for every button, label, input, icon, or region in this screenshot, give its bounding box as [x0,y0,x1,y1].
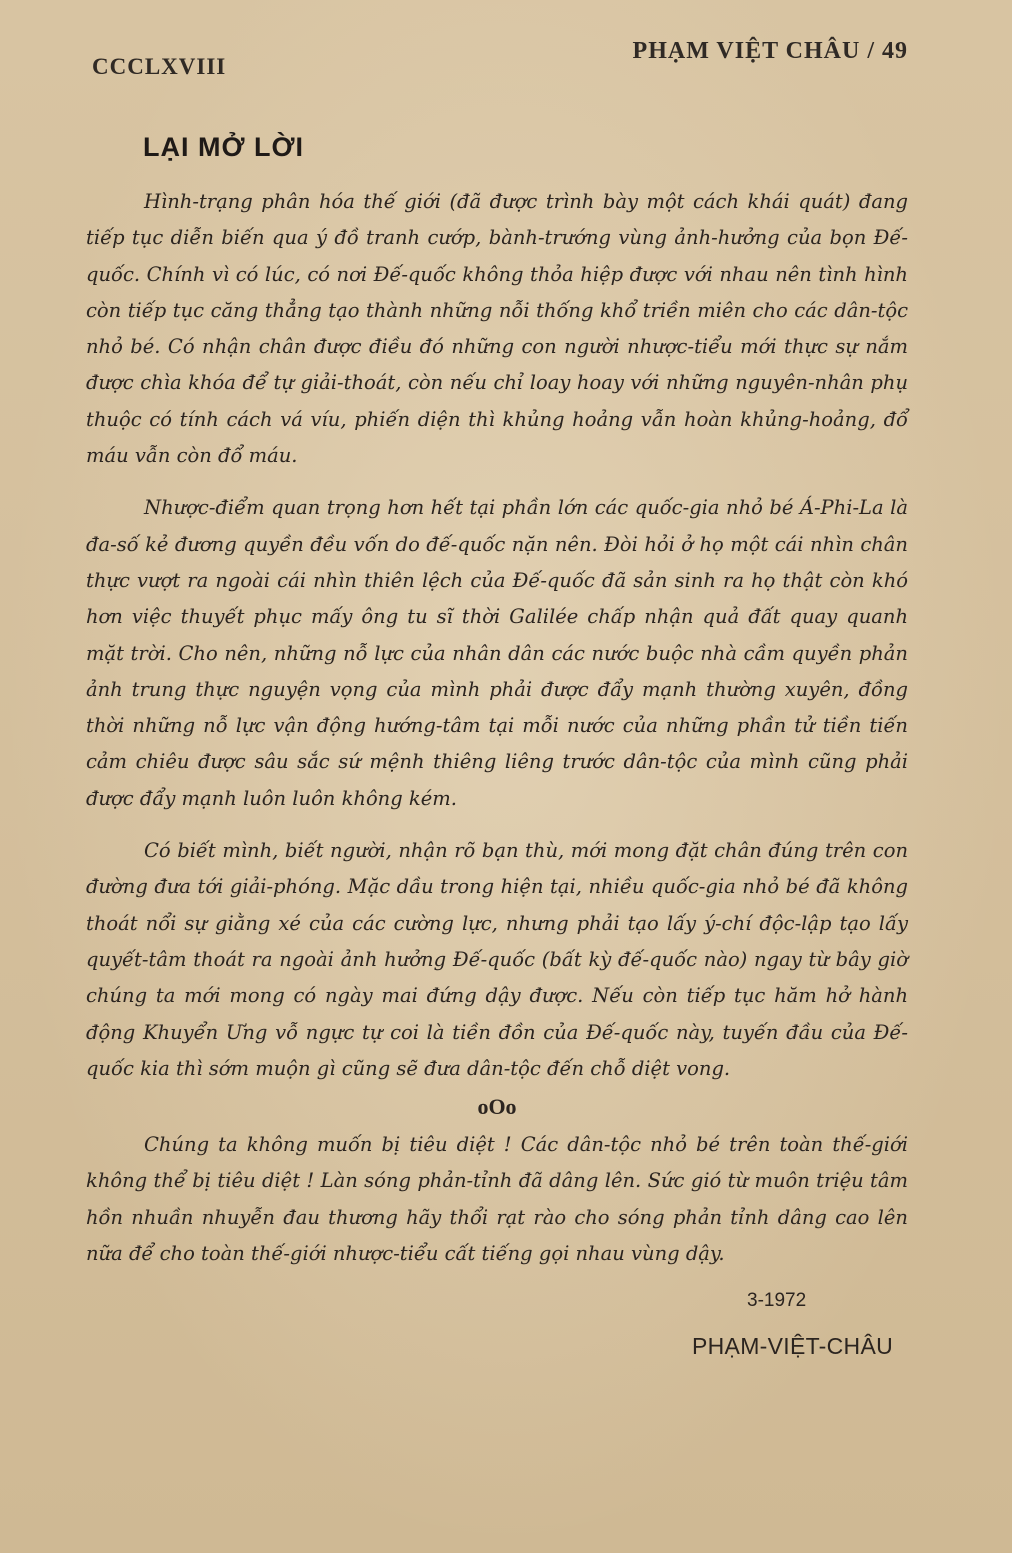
paragraph-3: Có biết mình, biết người, nhận rõ bạn thù, mới mong đặt chân đúng trên con đường đưa tới giải-phóng. Mặc dầu trong hiện tại, nhiều quốc-gia nhỏ bé đã không thoát nổi sự giằng xé của các cường lực, nhưng phải tạo lấy ý-chí độc-lập tạo lấy quyết-tâm thoát ra ngoài ảnh hưởng Đế-quốc (bất kỳ đế-quốc nào) ngay từ bây giờ chúng ta mới mong có ngày mai đứng dậy được. Nếu còn tiếp tục hăm hở hành động Khuyển Ưng vỗ ngực tự coi là tiền đồn của Đế-quốc này, tuyến đầu của Đế-quốc kia thì sớm muộn gì cũng sẽ đưa dân-tộc đến chỗ diệt vong. [86,839,908,1080]
paragraph-2: Nhược-điểm quan trọng hơn hết tại phần lớn các quốc-gia nhỏ bé Á-Phi-La là đa-số kẻ đương quyền đều vốn do đế-quốc nặn nên. Đòi hỏi ở họ một cái nhìn chân thực vượt ra ngoài cái nhìn thiên lệch của Đế-quốc đã sản sinh ra họ thật còn khó hơn việc thuyết phục mấy ông tu sĩ thời Galilée chấp nhận quả đất quay quanh mặt trời. Cho nên, những nỗ lực của nhân dân các nước buộc nhà cầm quyền phản ảnh trung thực nguyện vọng của mình phải được đẩy mạnh thường xuyên, đồng thời những nỗ lực vận động hướng-tâm tại mỗi nước của những phần tử tiền tiến cảm chiêu được sâu sắc sứ mệnh thiêng liêng trước dân-tộc của mình cũng phải được đẩy mạnh luôn luôn không kém. [86,496,908,810]
page-header [92,36,908,79]
section-separator: oOo [477,1094,517,1120]
paragraph-1: Hình-trạng phân hóa thế giới (đã được trình bày một cách khái quát) đang tiếp tục diễn biến qua ý đồ tranh cướp, bành-trướng vùng ảnh-hưởng của bọn Đế-quốc. Chính vì có lúc, có nơi Đế-quốc không thỏa hiệp được với nhau nên tình hình còn tiếp tục căng thẳng tạo thành những nỗi thống khổ triền miên cho các dân-tộc nhỏ bé. Có nhận chân được điều đó những con người nhược-tiểu mới thực sự nắm được chìa khóa để tự giải-thoát, còn nếu chỉ loay hoay với những nguyên-nhân phụ thuộc có tính cách vá víu, phiến diện thì khủng hoảng vẫn hoàn khủng-hoảng, đổ máu vẫn còn đổ máu. [86,190,908,468]
paragraph-4: Chúng ta không muốn bị tiêu diệt ! Các dân-tộc nhỏ bé trên toàn thế-giới không thể bị tiêu diệt ! Làn sóng phản-tỉnh đã dâng lên. Sức gió từ muôn triệu tâm hồn nhuần nhuyễn đau thương hãy thổi rạt rào cho sóng phản tỉnh dâng cao lên nữa để cho toàn thế-giới nhược-tiểu cất tiếng gọi nhau vùng dậy. [86,1133,908,1266]
section-heading: LẠI MỞ LỜI [143,132,305,162]
running-head-author-page: PHẠM VIỆT CHÂU / 49 [632,38,908,64]
date: 3-1972 [747,1290,807,1311]
body-text [86,184,908,1272]
chapter-numeral: CCCLXVIII [92,54,227,79]
author-signature: PHẠM-VIỆT-CHÂU [692,1333,893,1359]
